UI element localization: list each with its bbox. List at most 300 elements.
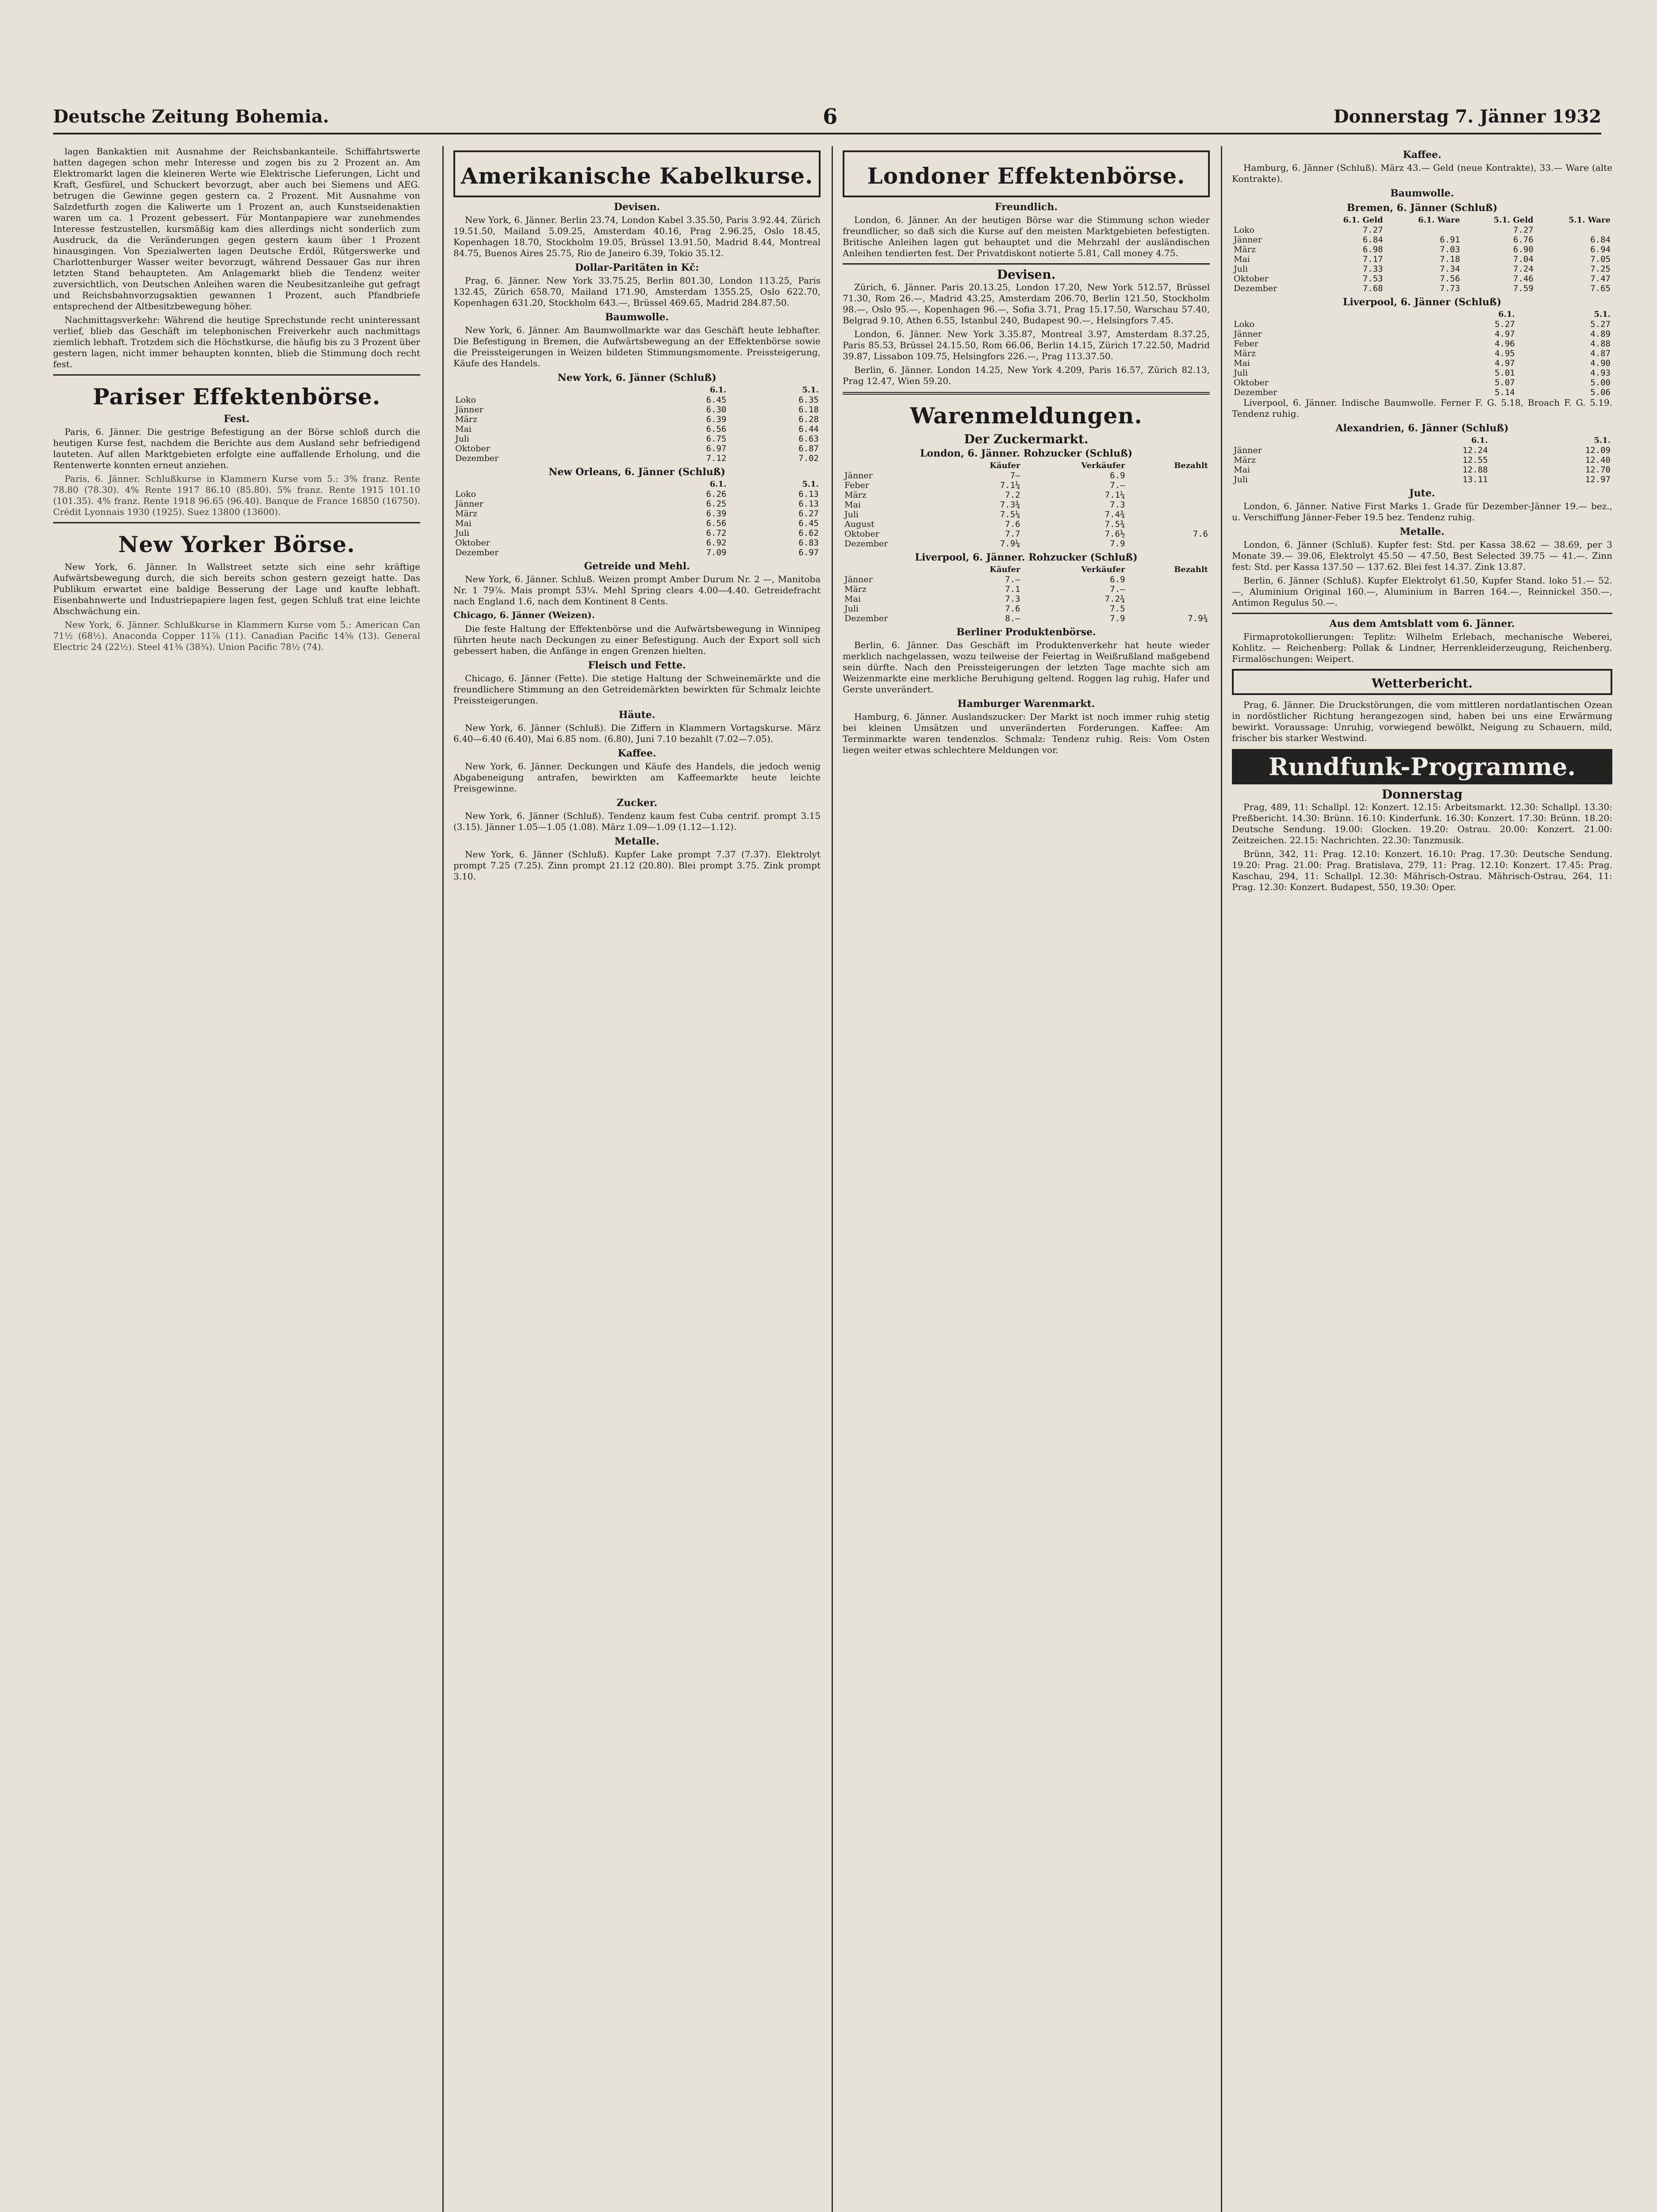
zucker-london-heading: London, 6. Jänner. Rohzucker (Schluß): [920, 448, 1133, 459]
chicago-heading: Chicago, 6. Jänner (Weizen).: [453, 610, 595, 620]
wetter-report: Prag, 6. Jänner. Die Druckstörungen, die vom mittleren nordatlantischen Ozean in nordöstlicher Richtung herangezogen sind, haben bei uns eine Erwärmung bewirkt. Voraussage: Unruhig, vorwiegend bewölkt, Neigung zu Schauern, mild, frischer bis starker Westwind.: [1232, 699, 1612, 743]
row-value: 6.83: [798, 538, 819, 548]
table-row: [843, 604, 1210, 614]
table-row: [843, 510, 1210, 519]
table-row: [1232, 465, 1612, 475]
row-value: 7.27: [1513, 225, 1534, 235]
table-row: [1232, 455, 1612, 465]
table-header-cell: 5.1. Ware: [1568, 215, 1611, 225]
table-header-cell: Verkäufer: [1081, 461, 1125, 470]
row-value: 6.56: [706, 518, 727, 528]
column-4: [1221, 146, 1612, 2212]
row-label: März: [1234, 455, 1256, 465]
waren-heading: Warenmeldungen.: [910, 403, 1143, 429]
row-value: 13.11: [1462, 475, 1488, 484]
row-value: 4.97: [1494, 358, 1515, 368]
row-value: 7.1¼: [1105, 490, 1125, 500]
zucker-london-table: [843, 461, 1210, 549]
berlin-report-p1: lagen Bankaktien mit Ausnahme der Reichsbankanteile. Schiffahrtswerte hatten dagegen schon mehr Interesse und zogen bis zu 2 Prozent an. Am Elektromarkt lagen die kleineren Werte wie Elektrische Lieferungen, Licht und Kraft, Gesfürel, und Schuckert bevorzugt, aber auch bei Siemens und AEG. betrugen die Gewinne gegen gestern ca. 2 Prozent. Mit Ausnahme von Salzdetfurth zogen die Kaliwerte um 1 Prozent an, auch Kunstseidenaktien waren um ca. 1 Prozent gebessert. Für Montanpapiere war zunehmendes Interesse festzustellen, kursmäßig kam dies allerdings nicht sonderlich zum Ausdruck, da die Veränderungen gegen gestern kaum über 1 Prozent hinausgingen. Von Spezialwerten lagen Deutsche Erdöl, Rütgerswerke und Charlottenburger Wasser weiter bevorzugt, während Dessauer Gas nur ihren letzten Stand behaupteten. Am Anlagemarkt blieb die Tendenz weiter zuversichtlich, von Deutschen Anleihen waren die Neubesitzanleihe gut gefragt und Reichsbahnvorzugsaktien gewannen 1 Prozent, auch Pfandbriefe entsprechend der Altbesitzbewegung höher.: [53, 146, 420, 311]
cotton-no-heading: New Orleans, 6. Jänner (Schluß): [548, 466, 725, 478]
hamburg-report: Hamburg, 6. Jänner. Auslandszucker: Der Markt ist noch immer ruhig stetig bei kleinen Umsätzen und unveränderten Forderungen. Kaffee: Am Terminmarkte waren tendenzlos. Schmalz: Tendenz ruhig. Reis: Vom Osten liegen weiter etwas schlechtere Meldungen vor.: [843, 711, 1210, 755]
row-value: 6.63: [798, 434, 819, 444]
table-header-row: [843, 461, 1210, 471]
row-value: 7.02: [798, 453, 819, 463]
table-header-cell: [1232, 310, 1421, 319]
table-header-row: [1232, 310, 1612, 319]
table-row: [453, 453, 821, 463]
row-value: 5.14: [1494, 388, 1515, 397]
row-value: 7.46: [1513, 274, 1534, 284]
row-label: März: [455, 415, 477, 424]
table-row: [843, 584, 1210, 594]
row-value: 4.88: [1590, 339, 1611, 349]
row-value: 5.07: [1494, 378, 1515, 388]
row-value: 4.87: [1590, 349, 1611, 358]
row-label: März: [844, 490, 867, 500]
devisen-heading: Devisen.: [614, 201, 660, 213]
table-row: [453, 499, 821, 509]
divider: [843, 263, 1210, 265]
london-subheading: Freundlich.: [995, 201, 1058, 213]
row-value: 5.06: [1590, 388, 1611, 397]
row-value: 7.6: [1005, 604, 1020, 614]
table-row: [453, 509, 821, 518]
column-3: [832, 146, 1210, 2212]
row-value: 7.33: [1362, 264, 1383, 274]
row-value: 7.24: [1513, 264, 1534, 274]
row-value: 7.56: [1440, 274, 1460, 284]
row-value: 6.90: [1513, 245, 1534, 254]
row-value: 6.62: [798, 528, 819, 538]
metalle-heading: Metalle.: [614, 836, 660, 847]
row-value: 7.6½: [1105, 529, 1125, 539]
table-header-cell: 5.1. Geld: [1493, 215, 1534, 225]
row-value: 6.44: [798, 424, 819, 434]
row-label: Oktober: [844, 529, 879, 539]
row-label: Mai: [844, 594, 861, 604]
row-value: 6.39: [706, 415, 727, 424]
kaffee-report: Hamburg, 6. Jänner (Schluß). März 43.— Geld (neue Kontrakte), 33.— Ware (alte Kontrakte).: [1232, 162, 1612, 184]
table-row: [1232, 378, 1612, 388]
table-row: [1232, 274, 1612, 284]
metalle-berlin-report: Berlin, 6. Jänner (Schluß). Kupfer Elektrolyt 61.50, Kupfer Stand. loko 51.— 52.—, Aluminium Original 160.—, Aluminium in Barren 164.—, Reinnickel 350.—, Antimon Regulus 50.—.: [1232, 575, 1612, 608]
row-value: 7.27: [1362, 225, 1383, 235]
kaffee-heading: Kaffee.: [618, 748, 656, 759]
table-row: [1232, 368, 1612, 378]
row-value: [1127, 500, 1210, 510]
row-value: 7.68: [1362, 284, 1383, 293]
row-label: Juli: [1234, 475, 1248, 484]
row-value: 6.35: [798, 395, 819, 405]
table-row: [843, 500, 1210, 510]
rundfunk-banner: Rundfunk-Programme.: [1232, 749, 1612, 784]
table-row: [1232, 339, 1612, 349]
row-label: Dezember: [844, 539, 888, 549]
table-row: [843, 490, 1210, 500]
rundfunk-program-1: Prag, 489, 11: Schallpl. 12: Konzert. 12.15: Arbeitsmarkt. 12.30: Schallpl. 13.30: Preßbericht. 14.30: Brünn. 16.10: Kinderfunk. 16.30: Konzert. 17.30: Brünn. 18.20: Deutsche Sendung. 19.00: Glocken. 19.20: Ostrau. 20.00: Konzert. 21.00: Zeitzeichen. 22.15: Nachrichten. 22.30: Tanzmusik.: [1232, 802, 1612, 845]
row-value: 6.30: [706, 405, 727, 415]
row-label: Juli: [844, 510, 859, 519]
row-value: 7.18: [1440, 254, 1460, 264]
paris-heading: Pariser Effektenbörse.: [92, 384, 381, 410]
table-row: [453, 548, 821, 557]
table-header-row: [1232, 215, 1612, 225]
dollar-heading: Dollar-Paritäten in Kč:: [575, 262, 699, 273]
baumwolle-heading: Baumwolle.: [1390, 188, 1454, 199]
paper-name: Deutsche Zeitung Bohemia.: [53, 106, 329, 127]
row-value: 7.59: [1513, 284, 1534, 293]
row-value: 4.93: [1590, 368, 1611, 378]
row-value: 6.13: [798, 499, 819, 509]
fleisch-report: Chicago, 6. Jänner (Fette). Die stetige Haltung der Schweinemärkte und die freundlichere Stimmung an den Getreidemärkten bewirkten für Schmalz leichte Preissteigerungen.: [453, 673, 821, 706]
row-value: 12.88: [1462, 465, 1488, 475]
row-value: 7.47: [1590, 274, 1611, 284]
table-row: [453, 434, 821, 444]
table-header-row: [1232, 436, 1612, 445]
table-row: [453, 424, 821, 434]
table-header-cell: [843, 461, 947, 471]
kaffee-report: New York, 6. Jänner. Deckungen und Käufe des Handels, die jedoch wenig Abgabeneigung antrafen, bewirkten am Kaffeemarkte heute leichte Preisgewinne.: [453, 761, 821, 794]
row-value: 7.1¼: [1000, 480, 1020, 490]
table-header-cell: Bezahlt: [1174, 461, 1208, 470]
row-value: 4.89: [1590, 329, 1611, 339]
row-value: 7.—: [1005, 575, 1020, 584]
table-header-cell: Käufer: [990, 461, 1020, 470]
row-value: 7.9: [1110, 614, 1125, 623]
getreide-heading: Getreide und Mehl.: [584, 561, 690, 572]
table-row: [843, 575, 1210, 584]
row-value: [1127, 575, 1210, 584]
paris-report: Paris, 6. Jänner. Die gestrige Befestigung an der Börse schloß durch die heutigen Kurse fest, nachdem die Berichte aus dem Ausland sehr befriedigend lauteten. Auf allen Marktgebieten erfolgte eine auffallende Erholung, und die Rentenwerte konnten erneut anziehen.: [53, 426, 420, 470]
row-label: Juli: [455, 528, 470, 538]
london-report: London, 6. Jänner. An der heutigen Börse war die Stimmung schon wieder freundlicher, so daß sich die Kurse auf den meisten Marktgebieten befestigten. Britische Anleihen lagen gut behauptet und die Mehrzahl der ausländischen Anleihen tendierten fest. Der Privatdiskont notierte 5.81, Call money 4.75.: [843, 215, 1210, 258]
row-label: Oktober: [1234, 274, 1269, 284]
row-value: 4.95: [1494, 349, 1515, 358]
table-row: [843, 529, 1210, 539]
divider: [1232, 613, 1612, 614]
register-heading: Aus dem Amtsblatt vom 6. Jänner.: [1329, 618, 1515, 630]
row-value: 6.98: [1362, 245, 1383, 254]
row-label: Loko: [455, 489, 476, 499]
table-header-cell: Käufer: [990, 565, 1020, 574]
rundfunk-program-2: Brünn, 342, 11: Prag. 12.10: Konzert. 16.10: Prag. 17.30: Deutsche Sendung. 19.20: Prag. 21.00: Prag. Bratislava, 279, 11: Prag. 12.10: Konzert. 17.45: Prag. Kaschau, 294, 11: Schallpl. 12.30: Mährisch-Ostrau. Mährisch-Ostrau, 264, 11: Prag. 12.30: Konzert. Budapest, 550, 19.30: Oper.: [1232, 849, 1612, 892]
row-value: 7.9: [1110, 539, 1125, 549]
devisen-heading: Devisen.: [997, 267, 1056, 282]
zucker-liverpool-heading: Liverpool, 6. Jänner. Rohzucker (Schluß): [915, 552, 1138, 563]
row-value: 7.—: [1110, 480, 1125, 490]
row-value: 6.92: [706, 538, 727, 548]
cotton-ny-heading: New York, 6. Jänner (Schluß): [557, 372, 717, 384]
devisen-report: New York, 6. Jänner. Berlin 23.74, London Kabel 3.35.50, Paris 3.92.44, Zürich 19.51.50, Mailand 5.09.25, Amsterdam 40.16, Prag 2.96.25, Oslo 18.45, Kopenhagen 18.70, Stockholm 19.05, Brüssel 13.91.50, Madrid 8.44, Montreal 84.75, Buenos Aires 25.75, Rio de Janeiro 6.39, Tokio 35.12.: [453, 215, 821, 258]
row-value: [1127, 510, 1210, 519]
row-value: [1127, 519, 1210, 529]
row-value: 12.40: [1585, 455, 1611, 465]
row-value: 7.05: [1590, 254, 1611, 264]
liverpool-heading: Liverpool, 6. Jänner (Schluß): [1342, 296, 1502, 308]
london-box: [843, 150, 1210, 197]
table-row: [1232, 235, 1612, 245]
table-header-cell: 6.1.: [710, 480, 727, 489]
alexandrien-heading: Alexandrien, 6. Jänner (Schluß): [1335, 422, 1509, 434]
row-label: Feber: [1234, 339, 1258, 349]
table-row: [843, 480, 1210, 490]
zuckermarkt-heading: Der Zuckermarkt.: [964, 432, 1089, 446]
haeute-report: New York, 6. Jänner (Schluß). Die Ziffern in Klammern Vortagskurse. März 6.40—6.40 (6.40), Mai 6.85 nom. (6.80), Juni 7.10 bezahlt (7.02—7.05).: [453, 722, 821, 744]
row-label: Oktober: [455, 444, 490, 453]
row-label: Oktober: [455, 538, 490, 548]
row-value: 6.9: [1110, 575, 1125, 584]
table-row: [453, 415, 821, 424]
row-value: 5.00: [1590, 378, 1611, 388]
getreide-report: New York, 6. Jänner. Schluß. Weizen prompt Amber Durum Nr. 2 —, Manitoba Nr. 1 79⅞. Mais prompt 53¼. Mehl Spring clears 4.00—4.40. Getreidefracht nach England 1.6, nach dem Kontinent 8 Cents.: [453, 574, 821, 607]
row-label: Jänner: [455, 405, 483, 415]
row-value: [1127, 539, 1210, 549]
row-value: 7.04: [1513, 254, 1534, 264]
row-value: 7.03: [1440, 245, 1460, 254]
issue-date: Donnerstag 7. Jänner 1932: [1333, 106, 1601, 127]
column-1: [53, 146, 420, 2212]
row-label: Oktober: [1234, 378, 1269, 388]
table-header-cell: [1232, 215, 1312, 225]
row-value: 7.12: [706, 453, 727, 463]
row-value: 4.96: [1494, 339, 1515, 349]
row-label: Dezember: [1234, 284, 1277, 293]
newspaper-page: [53, 102, 1612, 2212]
row-value: [1535, 225, 1612, 235]
row-value: 7.3: [1005, 594, 1020, 604]
row-label: Jänner: [844, 471, 873, 480]
row-value: 5.27: [1494, 319, 1515, 329]
dollar-report: Prag, 6. Jänner. New York 33.75.25, Berlin 801.30, London 113.25, Paris 132.45, Zürich 658.70, Mailand 171.90, Amsterdam 1355.25, Oslo 622.70, Kopenhagen 631.20, Stockholm 643.—, Brüssel 469.65, Madrid 284.87.50.: [453, 275, 821, 308]
table-row: [453, 528, 821, 538]
row-label: Jänner: [844, 575, 873, 584]
row-value: 6.45: [706, 395, 727, 405]
berlin-produkte-heading: Berliner Produktenbörse.: [956, 626, 1096, 638]
row-value: 6.18: [798, 405, 819, 415]
row-value: 6.97: [798, 548, 819, 557]
row-value: 12.70: [1585, 465, 1611, 475]
row-value: [1127, 471, 1210, 480]
wetter-box: [1232, 669, 1612, 695]
kabelkurse-box: [453, 150, 821, 197]
metalle-heading: Metalle.: [1400, 526, 1445, 538]
jute-heading: Jute.: [1409, 488, 1435, 499]
row-value: [1127, 594, 1210, 604]
zucker-heading: Zucker.: [617, 797, 657, 809]
row-label: Dezember: [455, 548, 499, 557]
row-value: 6.87: [798, 444, 819, 453]
row-label: August: [844, 519, 875, 529]
table-header-row: [453, 480, 821, 489]
table-header-row: [843, 565, 1210, 575]
table-header-cell: 6.1. Ware: [1418, 215, 1460, 225]
table-header-cell: [1232, 436, 1367, 445]
chicago-report: Die feste Haltung der Effektenbörse und die Aufwärtsbewegung in Winnipeg führten heute nach Deckungen zu einer Befestigung. Auch der Export soll sich gebessert haben, die Anfänge in engen Grenzen hielten.: [453, 623, 821, 656]
row-label: Jänner: [1234, 235, 1262, 245]
page-number: 6: [823, 104, 838, 129]
row-value: 7.5¼: [1000, 510, 1020, 519]
row-label: Dezember: [1234, 388, 1277, 397]
liverpool-table: [1232, 310, 1612, 397]
table-row: [453, 538, 821, 548]
metalle-report: New York, 6. Jänner (Schluß). Kupfer Lake prompt 7.37 (7.37). Elektrolyt prompt 7.25 (7.25). Zinn prompt 21.12 (20.80). Blei prompt 3.75. Zink prompt 3.10.: [453, 849, 821, 882]
row-label: Dezember: [455, 453, 499, 463]
ny-quotes: New York, 6. Jänner. Schlußkurse in Klammern Kurse vom 5.: American Can 71½ (68½). Anaconda Copper 11⅞ (11). Canadian Pacific 14⅝ (13). General Electric 24 (22½). Steel 41⅜ (38¾). Union Pacific 78½ (74).: [53, 619, 420, 652]
row-label: Dezember: [844, 614, 888, 623]
table-row: [843, 471, 1210, 480]
table-header-cell: 6.1. Geld: [1343, 215, 1383, 225]
row-value: [1127, 584, 1210, 594]
donnerstag-heading: Donnerstag: [1381, 787, 1463, 802]
table-row: [1232, 284, 1612, 293]
paris-quotes: Paris, 6. Jänner. Schlußkurse in Klammern Kurse vom 5.: 3% franz. Rente 78.80 (78.30). 4% Rente 1917 86.10 (85.80). 5% franz. Rente 1915 101.10 (101.35). 4% franz. Rente 1918 96.65 (96.40). Banque de France 16850 (16750). Crédit Lyonnais 1930 (1925). Suez 13800 (13600).: [53, 473, 420, 517]
table-header-cell: [453, 385, 636, 395]
table-row: [843, 519, 1210, 529]
haeute-heading: Häute.: [618, 709, 656, 721]
table-row: [453, 444, 821, 453]
table-header-cell: [453, 480, 636, 489]
row-value: 7.4¾: [1105, 510, 1125, 519]
row-label: Mai: [844, 500, 861, 510]
london-heading: Londoner Effektenbörse.: [867, 163, 1185, 189]
table-row: [1232, 358, 1612, 368]
row-value: 7.9¼: [1000, 539, 1020, 549]
row-value: 6.76: [1513, 235, 1534, 245]
row-value: 12.24: [1462, 445, 1488, 455]
table-header-cell: [843, 565, 947, 575]
table-header-cell: Verkäufer: [1081, 565, 1125, 574]
divider: [843, 392, 1210, 395]
indische-report: Liverpool, 6. Jänner. Indische Baumwolle. Ferner F. G. 5.18, Broach F. G. 5.19. Tendenz ruhig.: [1232, 397, 1612, 419]
row-label: Feber: [844, 480, 869, 490]
row-label: Juli: [455, 434, 470, 444]
zuerich-devisen: Zürich, 6. Jänner. Paris 20.13.25, London 17.20, New York 512.57, Brüssel 71.30, Rom 26.—, Madrid 43.25, Amsterdam 206.70, Berlin 121.50, Stockholm 98.—, Oslo 95.—, Kopenhagen 96.—, Sofia 3.71, Prag 15.17.50, Warschau 57.40, Belgrad 9.10, Athen 6.55, Istanbul 240, Budapest 90.—, Helsingfors 7.45.: [843, 282, 1210, 326]
row-value: 6.27: [798, 509, 819, 518]
row-label: Juli: [1234, 368, 1248, 378]
table-row: [1232, 475, 1612, 484]
berlin-devisen: Berlin, 6. Jänner. London 14.25, New York 4.209, Paris 16.57, Zürich 82.13, Prag 12.47, Wien 59.20.: [843, 365, 1210, 386]
metalle-london-report: London, 6. Jänner (Schluß). Kupfer fest: Std. per Kassa 38.62 — 38.69, per 3 Monate 39.— 39.06, Elektrolyt 45.50 — 47.50, Best Selected 39.75 — 41.—. Zinn fest: Std. per Kassa 137.50 — 137.62. Blei fest 14.37. Zink 13.87.: [1232, 539, 1612, 572]
row-value: 7.3¾: [1000, 500, 1020, 510]
row-value: 6.39: [706, 509, 727, 518]
row-value: 7.09: [706, 548, 727, 557]
fleisch-heading: Fleisch und Fette.: [588, 660, 686, 671]
cotton-no-table: [453, 480, 821, 557]
alexandrien-table: [1232, 436, 1612, 484]
row-value: 7.17: [1362, 254, 1383, 264]
divider: [53, 522, 420, 523]
row-label: Mai: [1234, 358, 1250, 368]
row-value: 7.65: [1590, 284, 1611, 293]
row-value: 6.26: [706, 489, 727, 499]
row-value: [1127, 490, 1210, 500]
row-label: Mai: [1234, 254, 1250, 264]
masthead: [53, 102, 1601, 134]
row-value: 12.09: [1585, 445, 1611, 455]
table-row: [1232, 329, 1612, 339]
row-value: 7.53: [1362, 274, 1383, 284]
row-value: 8.—: [1005, 614, 1020, 623]
row-value: 7.5¾: [1105, 519, 1125, 529]
row-label: März: [844, 584, 867, 594]
table-header-cell: Bezahlt: [1174, 565, 1208, 574]
row-value: [1127, 480, 1210, 490]
table-header-cell: 5.1.: [1594, 310, 1611, 319]
row-value: 6.28: [798, 415, 819, 424]
row-label: Mai: [455, 518, 472, 528]
row-value: 6.56: [706, 424, 727, 434]
column-2: [442, 146, 821, 2212]
jute-report: London, 6. Jänner. Native First Marks 1. Grade für Dezember-Jänner 19.— bez., u. Verschiffung Jänner-Feber 19.5 bez. Tendenz ruhig.: [1232, 501, 1612, 522]
row-value: 6.9: [1110, 471, 1125, 480]
table-row: [453, 489, 821, 499]
table-row: [1232, 254, 1612, 264]
table-row: [1232, 349, 1612, 358]
cotton-ny-table: [453, 385, 821, 463]
register-report: Firmaprotokollierungen: Teplitz: Wilhelm Erlebach, mechanische Weberei, Kohlitz. — Reichenberg: Pollak & Lindner, Herrenkleiderzeugung, Reichenberg. Firmalöschungen: Weipert.: [1232, 631, 1612, 664]
row-value: 7.9¾: [1188, 614, 1208, 623]
row-value: 4.97: [1494, 329, 1515, 339]
row-value: 6.25: [706, 499, 727, 509]
row-value: 7.6: [1193, 529, 1208, 539]
table-row: [1232, 245, 1612, 254]
row-value: [1127, 604, 1210, 614]
row-label: Jänner: [1234, 445, 1262, 455]
row-value: 6.45: [798, 518, 819, 528]
baumwolle-heading: Baumwolle.: [605, 311, 669, 323]
berlin-report-p2: Nachmittagsverkehr: Während die heutige Sprechstunde recht uninteressant verlief, blieb das Geschäft im telephonischen Freiverkehr auch nachmittags ziemlich lebhaft. Trotzdem sich die Höchstkurse, die häufig bis zu 3 Prozent über gestern lagen, nicht immer behaupten konnten, blieb die Stimmung doch recht fest.: [53, 315, 420, 369]
table-row: [843, 594, 1210, 604]
row-value: 5.27: [1590, 319, 1611, 329]
row-value: 5.01: [1494, 368, 1515, 378]
row-label: Loko: [1234, 319, 1255, 329]
berlin-produkte-report: Berlin, 6. Jänner. Das Geschäft im Produktenverkehr hat heute wieder merklich nachgelassen, wozu teilweise der Feiertag in Weißrußland maßgebend sein dürfte. Nach den Preissteigerungen der letzten Tage machte sich am Weizenmarkte eine merkliche Beruhigung geltend. Roggen lag ruhig, Hafer und Gerste unverändert.: [843, 640, 1210, 695]
row-value: 6.13: [798, 489, 819, 499]
table-row: [1232, 445, 1612, 455]
table-row: [843, 539, 1210, 549]
row-value: 6.91: [1440, 235, 1460, 245]
bremen-heading: Bremen, 6. Jänner (Schluß): [1346, 202, 1498, 214]
row-value: 4.90: [1590, 358, 1611, 368]
row-label: März: [455, 509, 477, 518]
table-row: [453, 518, 821, 528]
row-label: Mai: [1234, 465, 1250, 475]
ny-heading: New Yorker Börse.: [118, 531, 355, 557]
table-row: [453, 405, 821, 415]
zucker-liverpool-table: [843, 565, 1210, 623]
table-row: [1232, 264, 1612, 274]
table-row: [1232, 319, 1612, 329]
wetter-heading: Wetterbericht.: [1371, 676, 1473, 691]
row-label: Loko: [455, 395, 476, 405]
row-value: 6.75: [706, 434, 727, 444]
zucker-report: New York, 6. Jänner (Schluß). Tendenz kaum fest Cuba centrif. prompt 3.15 (3.15). Jänner 1.05—1.05 (1.08). März 1.09—1.09 (1.12—1.12).: [453, 810, 821, 832]
row-label: Mai: [455, 424, 472, 434]
row-value: 7.3: [1110, 500, 1125, 510]
hamburg-heading: Hamburger Warenmarkt.: [957, 698, 1095, 710]
row-value: 7.1: [1005, 584, 1020, 594]
kabelkurse-heading: Amerikanische Kabelkurse.: [460, 163, 813, 189]
row-label: Juli: [844, 604, 859, 614]
row-label: Loko: [1234, 225, 1255, 235]
row-value: 7.6: [1005, 519, 1020, 529]
row-value: 7—: [1010, 471, 1020, 480]
row-value: 7.7: [1005, 529, 1020, 539]
row-label: Jänner: [455, 499, 483, 509]
row-value: 6.94: [1590, 245, 1611, 254]
divider: [53, 374, 420, 376]
bremen-table: [1232, 215, 1612, 293]
